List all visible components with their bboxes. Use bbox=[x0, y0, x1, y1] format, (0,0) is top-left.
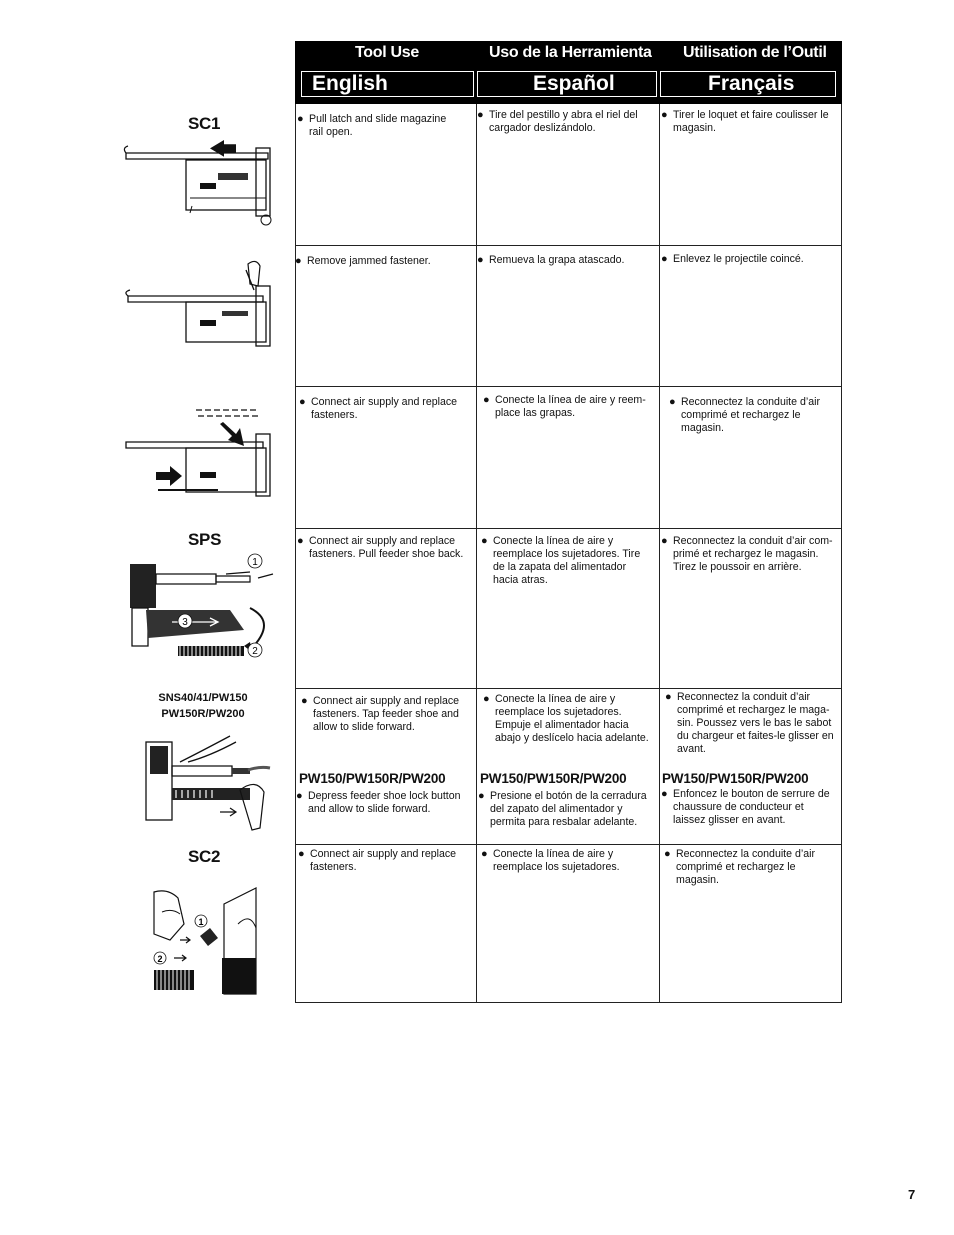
bullet-icon: ● bbox=[661, 109, 668, 121]
label-models: SNS40/41/PW150 PW150R/PW200 bbox=[158, 692, 248, 720]
bullet-icon: ● bbox=[669, 396, 676, 408]
row-5-spanish: ● Conecte la línea de aire y reemplace los sujetadores. Empuje el alimentador hacia abajo y deslícelo hacia adelante. bbox=[483, 693, 649, 744]
row-5-subheading-es: PW150/PW150R/PW200 bbox=[480, 771, 627, 786]
bullet-icon: ● bbox=[661, 788, 668, 800]
sc2-replace-fasteners-illustration bbox=[148, 884, 260, 996]
callout-1: 1 bbox=[252, 557, 258, 568]
replace-fasteners-illustration bbox=[118, 404, 283, 504]
row-divider bbox=[295, 528, 842, 529]
header-francais: Français bbox=[708, 72, 795, 95]
bullet-icon: ● bbox=[483, 394, 490, 406]
row-divider bbox=[295, 245, 842, 246]
bullet-icon: ● bbox=[477, 254, 484, 266]
sps-feeder-shoe-illustration bbox=[118, 550, 283, 662]
row-6-french: ● Reconnectez la conduite d’air comprimé et rechargez le magasin. bbox=[664, 848, 815, 886]
row-5-subheading-fr: PW150/PW150R/PW200 bbox=[662, 771, 809, 786]
row-4-spanish: ● Conecte la línea de aire y reemplace los sujetadores. Tire de la zapata del alimentador hacia atras. bbox=[481, 535, 641, 586]
row-6-spanish: ● Conecte la línea de aire y reemplace los sujetadores. bbox=[481, 848, 620, 873]
row-4-english: ● Connect air supply and replace fasteners. Pull feeder shoe back. bbox=[297, 535, 464, 560]
label-sps: SPS bbox=[188, 530, 222, 549]
callout-2: 2 bbox=[252, 646, 258, 657]
bullet-icon: ● bbox=[298, 848, 305, 860]
row-5-subheading-en: PW150/PW150R/PW200 bbox=[299, 771, 446, 786]
row-3-french: ● Reconnectez la conduite d’air comprimé et rechargez le magasin. bbox=[669, 396, 820, 434]
header-utilisation: Utilisation de l’Outil bbox=[683, 44, 827, 61]
header-espanol-box bbox=[477, 71, 657, 97]
header-francais-box bbox=[660, 71, 836, 97]
column-divider bbox=[476, 104, 477, 1003]
row-3-spanish: ● Conecte la línea de aire y reem-place las grapas. bbox=[483, 394, 646, 419]
bullet-icon: ● bbox=[665, 691, 672, 703]
row-1-spanish: ● Tire del pestillo y abra el riel del cargador deslizándolo. bbox=[477, 109, 638, 134]
header-espanol: Español bbox=[533, 72, 615, 95]
row-divider bbox=[295, 844, 842, 845]
bullet-icon: ● bbox=[483, 693, 490, 705]
tap-feeder-shoe-illustration bbox=[140, 732, 275, 834]
row-1-english: ● Pull latch and slide magazine rail open. bbox=[297, 113, 447, 138]
row-divider bbox=[295, 386, 842, 387]
row-2-english: ● Remove jammed fastener. bbox=[295, 255, 431, 267]
row-2-french: ● Enlevez le projectile coincé. bbox=[661, 253, 804, 265]
bullet-icon: ● bbox=[295, 255, 302, 267]
header-english-box bbox=[301, 71, 474, 97]
row-divider bbox=[295, 688, 842, 689]
bullet-icon: ● bbox=[664, 848, 671, 860]
row-5b-french: ● Enfoncez le bouton de serrure de chaussure de conducteur et laissez glisser en avant. bbox=[661, 788, 830, 826]
row-5b-english: ● Depress feeder shoe lock button and allow to slide forward. bbox=[296, 790, 461, 815]
bullet-icon: ● bbox=[296, 790, 303, 802]
bullet-icon: ● bbox=[661, 253, 668, 265]
bullet-icon: ● bbox=[477, 109, 484, 121]
bullet-icon: ● bbox=[301, 695, 308, 707]
row-1-french: ● Tirer le loquet et faire coulisser le magasin. bbox=[661, 109, 829, 134]
stapler-magazine-open-illustration bbox=[118, 138, 283, 230]
row-5b-spanish: ● Presione el botón de la cerradura del zapato del alimentador y permita para resbalar adelante. bbox=[478, 790, 647, 828]
callout-1: 1 bbox=[198, 917, 204, 927]
row-4-french: ● Reconnectez la conduit d’air com-primé et rechargez le magasin. Tirez le poussoir en arrière. bbox=[661, 535, 833, 573]
row-2-spanish: ● Remueva la grapa atascado. bbox=[477, 254, 625, 266]
remove-jammed-fastener-illustration bbox=[118, 256, 283, 356]
callout-2: 2 bbox=[157, 954, 163, 964]
column-divider bbox=[659, 104, 660, 1003]
header-english: English bbox=[312, 72, 388, 95]
bullet-icon: ● bbox=[299, 396, 306, 408]
row-5-english: ● Connect air supply and replace fasteners. Tap feeder shoe and allow to slide forward. bbox=[301, 695, 460, 733]
bullet-icon: ● bbox=[297, 535, 304, 547]
bullet-icon: ● bbox=[478, 790, 485, 802]
callout-3: 3 bbox=[182, 617, 188, 628]
label-sc2: SC2 bbox=[188, 847, 221, 866]
header-tool-use: Tool Use bbox=[355, 44, 419, 61]
bullet-icon: ● bbox=[661, 535, 668, 547]
row-3-english: ● Connect air supply and replace fasteners. bbox=[299, 396, 458, 421]
page-number: 7 bbox=[908, 1187, 916, 1202]
row-5-french: ● Reconnectez la conduit d’air comprimé et rechargez le maga-sin. Poussez vers le bas le sabot du chargeur et faites-le glisser en avant. bbox=[665, 691, 834, 755]
row-6-english: ● Connect air supply and replace fasteners. bbox=[298, 848, 457, 873]
bullet-icon: ● bbox=[481, 535, 488, 547]
bullet-icon: ● bbox=[297, 113, 304, 125]
bullet-icon: ● bbox=[481, 848, 488, 860]
header-uso: Uso de la Herramienta bbox=[489, 44, 652, 61]
table-header bbox=[295, 41, 842, 104]
label-sc1: SC1 bbox=[188, 114, 221, 133]
